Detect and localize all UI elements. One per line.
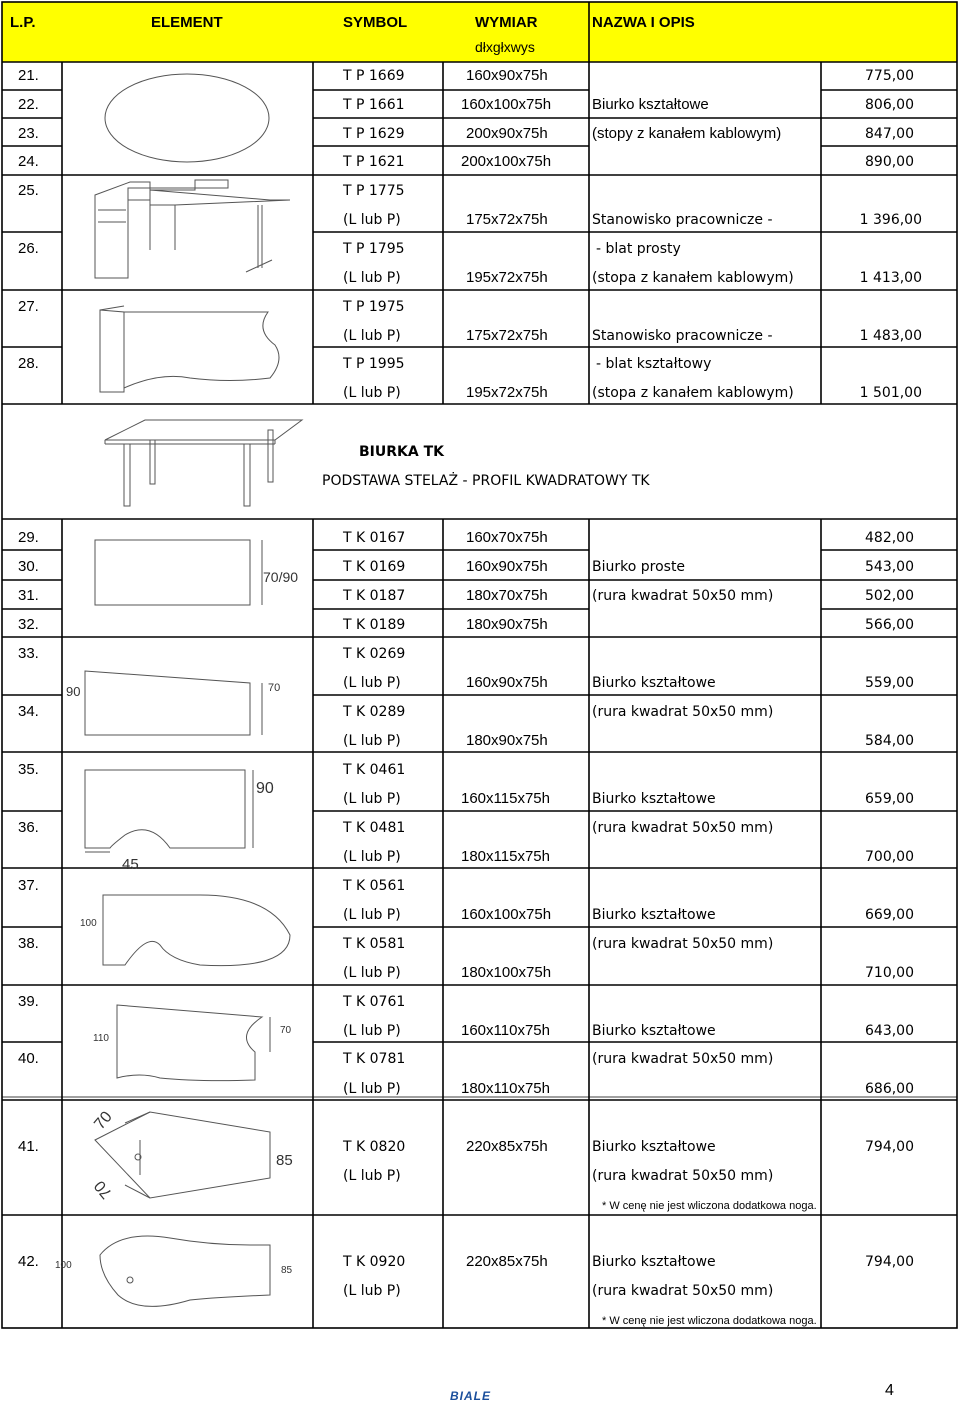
row-lp: 28. — [18, 355, 39, 372]
row-symbol: T P 1775 — [343, 183, 405, 199]
row-price: 794,00 — [865, 1254, 914, 1270]
row-price: 700,00 — [865, 849, 914, 865]
row-dimension: 200x100x75h — [461, 153, 552, 170]
row-lp: 39. — [18, 993, 39, 1010]
row-lp: 34. — [18, 703, 39, 720]
row-symbol: T P 1975 — [343, 299, 405, 315]
row-lp: 42. — [18, 1253, 39, 1270]
row-lp: 23. — [18, 125, 39, 142]
row-lp: 35. — [18, 761, 39, 778]
row-dimension: 175x72x75h — [466, 327, 548, 344]
row-symbol: T P 1669 — [343, 68, 405, 84]
oval-desk-drawing — [105, 74, 269, 162]
row-variant: (L lub P) — [343, 849, 401, 865]
header-wymiar-sub: dłxgłxwys — [475, 39, 535, 55]
drawing-label: 90 — [66, 684, 81, 699]
row-symbol: T K 0481 — [343, 820, 406, 836]
row-symbol: T K 0561 — [343, 878, 406, 894]
workstation-shaped-drawing — [100, 306, 279, 392]
row-price: 1 483,00 — [859, 328, 922, 344]
row-dimension: 160x100x75h — [461, 906, 552, 923]
row-dimension: 180x70x75h — [466, 587, 548, 604]
page-number: 4 — [885, 1382, 894, 1399]
row-lp: 29. — [18, 529, 39, 546]
row-lp: 25. — [18, 182, 39, 199]
row-description: Stanowisko pracownicze - — [592, 328, 773, 344]
header-element: ELEMENT — [151, 14, 223, 31]
row-price: 710,00 — [865, 965, 914, 981]
row-variant: (L lub P) — [343, 212, 401, 228]
row-lp: 37. — [18, 877, 39, 894]
row-dimension: 180x90x75h — [466, 616, 548, 633]
row-description: Biurko kształtowe — [592, 96, 709, 113]
row-price: 1 413,00 — [859, 270, 922, 286]
drawing-label: 90 — [256, 780, 274, 797]
row-lp: 31. — [18, 587, 39, 604]
drawing-label: 70/90 — [263, 569, 299, 585]
row-dimension: 160x90x75h — [466, 558, 548, 575]
row-description: Biurko kształtowe — [592, 675, 716, 691]
drawing-label: 100 — [55, 1260, 72, 1271]
row-symbol: T K 0761 — [343, 994, 406, 1010]
row-dimension: 180x110x75h — [461, 1080, 550, 1097]
row-dimension: 160x90x75h — [466, 674, 548, 691]
row-symbol: T P 1995 — [343, 356, 405, 372]
header-nazwa: NAZWA I OPIS — [592, 14, 695, 31]
header-symbol: SYMBOL — [343, 14, 408, 31]
row-dimension: 195x72x75h — [466, 269, 548, 286]
section-subtitle: PODSTAWA STELAŻ - PROFIL KWADRATOWY TK — [322, 473, 650, 489]
row-price: 543,00 — [865, 559, 914, 575]
row-symbol: T K 0187 — [343, 588, 406, 604]
row-description: (stopa z kanałem kablowym) — [592, 270, 794, 286]
row-symbol: T K 0269 — [343, 646, 406, 662]
row-lp: 24. — [18, 153, 39, 170]
wavy-desk-drawing — [100, 1236, 270, 1306]
row-description: Biurko kształtowe — [592, 1139, 716, 1155]
row-price: 566,00 — [865, 617, 914, 633]
row-lp: 36. — [18, 819, 39, 836]
row-description: (rura kwadrat 50x50 mm) — [592, 704, 774, 720]
row-symbol: T P 1795 — [343, 241, 405, 257]
curved-desk-drawing — [103, 895, 290, 966]
row-description: (stopy z kanałem kablowym) — [592, 125, 782, 142]
angled-desk-drawing — [95, 1112, 270, 1198]
row-dimension: 160x70x75h — [466, 529, 548, 546]
row-symbol: T K 0189 — [343, 617, 406, 633]
row-description: Biurko kształtowe — [592, 907, 716, 923]
row-description: (rura kwadrat 50x50 mm) — [592, 936, 774, 952]
row-description: Biurko kształtowe — [592, 1023, 716, 1039]
row-variant: (L lub P) — [343, 1283, 401, 1299]
row-dimension: 160x110x75h — [461, 1022, 550, 1039]
row-description: Biurko kształtowe — [592, 791, 716, 807]
drawing-label: 70 — [91, 1108, 116, 1133]
row-description-2: (rura kwadrat 50x50 mm) — [592, 1283, 774, 1299]
row-price: 669,00 — [865, 907, 914, 923]
row-description: (stopa z kanałem kablowym) — [592, 385, 794, 401]
row-lp: 30. — [18, 558, 39, 575]
drawing-label: 85 — [281, 1265, 293, 1276]
row-price: 806,00 — [865, 97, 914, 113]
row-symbol: T K 0781 — [343, 1051, 406, 1067]
drawing-label: 110 — [93, 1033, 109, 1044]
section-title: BIURKA TK — [359, 444, 444, 460]
row-variant: (L lub P) — [343, 385, 401, 401]
row-lp: 26. — [18, 240, 39, 257]
row-symbol: T K 0581 — [343, 936, 406, 952]
row-symbol: T K 0461 — [343, 762, 406, 778]
row-lp: 21. — [18, 67, 39, 84]
row-price: 847,00 — [865, 126, 914, 142]
trapezoid-desk-drawing — [85, 671, 262, 735]
row-variant: (L lub P) — [343, 675, 401, 691]
tk-frame-table-drawing — [105, 420, 302, 506]
row-description-2: (rura kwadrat 50x50 mm) — [592, 1168, 774, 1184]
row-variant: (L lub P) — [343, 1168, 401, 1184]
corner-desk-drawing — [85, 770, 253, 852]
row-variant: (L lub P) — [343, 791, 401, 807]
row-price: 1 501,00 — [859, 385, 922, 401]
row-variant: (L lub P) — [343, 907, 401, 923]
row-lp: 40. — [18, 1050, 39, 1067]
row-lp: 33. — [18, 645, 39, 662]
row-lp: 22. — [18, 96, 39, 113]
row-dimension: 180x115x75h — [461, 848, 550, 865]
row-description: Biurko proste — [592, 559, 686, 575]
row-symbol: T K 0920 — [343, 1254, 406, 1270]
row-symbol: T P 1629 — [343, 126, 405, 142]
row-dimension: 160x115x75h — [461, 790, 550, 807]
row-lp: 32. — [18, 616, 39, 633]
row-lp: 38. — [18, 935, 39, 952]
row-dimension: 175x72x75h — [466, 211, 548, 228]
row-dimension: 200x90x75h — [466, 125, 548, 142]
row-description: Stanowisko pracownicze - — [592, 212, 773, 228]
row-symbol: T K 0820 — [343, 1139, 406, 1155]
drawing-label: 70 — [268, 682, 281, 694]
row-description: - blat prosty — [596, 241, 681, 257]
row-price: 643,00 — [865, 1023, 914, 1039]
row-dimension: 220x85x75h — [466, 1253, 548, 1270]
drawing-label: 100 — [80, 918, 97, 929]
row-dimension: 220x85x75h — [466, 1138, 548, 1155]
row-dimension: 180x90x75h — [466, 732, 548, 749]
rect-desk-drawing — [95, 540, 262, 605]
row-symbol: T K 0169 — [343, 559, 406, 575]
row-price: 794,00 — [865, 1139, 914, 1155]
row-price: 775,00 — [865, 68, 914, 84]
row-price: 890,00 — [865, 154, 914, 170]
drawing-label: 70 — [91, 1177, 116, 1202]
row-symbol: T K 0167 — [343, 530, 406, 546]
header-wymiar: WYMIAR — [475, 14, 538, 31]
row-dimension: 195x72x75h — [466, 384, 548, 401]
row-variant: (L lub P) — [343, 1023, 401, 1039]
row-description: Biurko kształtowe — [592, 1254, 716, 1270]
row-price: 1 396,00 — [859, 212, 922, 228]
row-description: (rura kwadrat 50x50 mm) — [592, 588, 774, 604]
row-price: 686,00 — [865, 1081, 914, 1097]
row-symbol: T P 1661 — [343, 97, 405, 113]
workstation-straight-drawing — [95, 180, 290, 278]
brand-logo: BIALE — [450, 1389, 491, 1403]
row-price: 659,00 — [865, 791, 914, 807]
drawing-label: 85 — [276, 1152, 293, 1169]
row-lp: 41. — [18, 1138, 39, 1155]
row-lp: 27. — [18, 298, 39, 315]
header-lp: L.P. — [10, 14, 36, 31]
row-variant: (L lub P) — [343, 328, 401, 344]
row-symbol: T K 0289 — [343, 704, 406, 720]
row-symbol: T P 1621 — [343, 154, 405, 170]
row-variant: (L lub P) — [343, 733, 401, 749]
row-dimension: 180x100x75h — [461, 964, 552, 981]
row-price: 502,00 — [865, 588, 914, 604]
row-price: 559,00 — [865, 675, 914, 691]
drawing-label: 45 — [122, 856, 139, 873]
drawing-label: 70 — [280, 1025, 292, 1036]
wave-desk-drawing — [117, 1005, 270, 1081]
row-price: 584,00 — [865, 733, 914, 749]
row-note: * W cenę nie jest wliczona dodatkowa noga. — [602, 1200, 817, 1212]
row-variant: (L lub P) — [343, 270, 401, 286]
row-dimension: 160x90x75h — [466, 67, 548, 84]
row-variant: (L lub P) — [343, 965, 401, 981]
row-description: (rura kwadrat 50x50 mm) — [592, 820, 774, 836]
row-variant: (L lub P) — [343, 1081, 401, 1097]
row-price: 482,00 — [865, 530, 914, 546]
row-note: * W cenę nie jest wliczona dodatkowa noga. — [602, 1315, 817, 1327]
row-dimension: 160x100x75h — [461, 96, 552, 113]
row-description: (rura kwadrat 50x50 mm) — [592, 1051, 774, 1067]
row-description: - blat kształtowy — [596, 356, 712, 372]
